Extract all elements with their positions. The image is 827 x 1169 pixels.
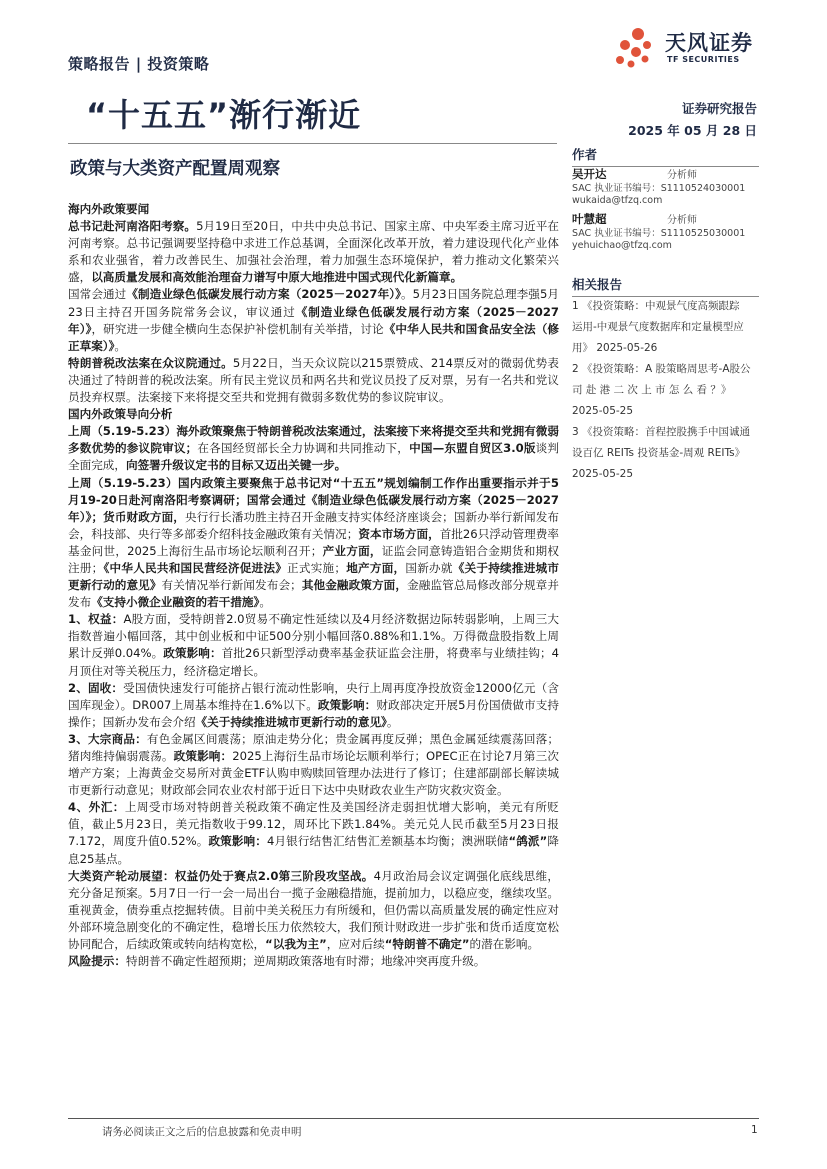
related-report-item[interactable]: 1 《投资策略：中观景气度高频跟踪 运用-中观景气度数据库和定量模型应 用》 2025-05-26	[572, 300, 744, 354]
related-reports-list	[572, 296, 759, 485]
author-card	[572, 213, 759, 253]
related-report-item[interactable]: 3 《投资策略：首程控股携手中国诚通 设百亿 REITs 投资基金-周观 REITs》 2025-05-25	[572, 426, 751, 480]
related-heading: 相关报告	[572, 277, 623, 292]
related-report-item[interactable]: 2 《投资策略：A 股策略周思考-A股公 司 赴 港 二 次 上 市 怎 么 看 ？》 2025-05-25	[572, 363, 751, 417]
paragraph-tax-bill: 特朗普税改法案在众议院通过。5月22日，当天众议院以215票赞成、214票反对的微弱优势表决通过了特朗普的税改法案。所有民主党议员和两名共和党议员投了反对票，另有一名共和党议员投弃权票。法案接下来将提交至共和党拥有微弱多数优势的参议院审议。	[68, 355, 559, 405]
author-role: 分析师	[667, 215, 697, 226]
author-cert: SAC 执业证书编号：S1110525030001	[572, 227, 746, 239]
page-number: 1	[751, 1124, 758, 1136]
title-divider	[68, 143, 557, 144]
page-title: “十五五”渐行渐近	[86, 96, 362, 134]
paragraph-domestic-policy: 上周（5.19-5.23）国内政策主要聚焦于总书记对“十五五”规划编制工作作出重要指示并于5月19-20日赴河南洛阳考察调研；国常会通过《制造业绿色低碳发展行动方案（2025－2027年）》；货币财政方面，央行行长潘功胜主持召开金融支持实体经济座谈会；国新办举行新闻发布会，科技部、央行等多部委介绍科技金融政策有关情况；资本市场方面，首批26只浮动管理费率基金问世，2025上海衍生品市场论坛顺利召开；产业方面，证监会同意铸造铝合金期货和期权注册；《中华人民共和国民营经济促进法》正式实施；地产方面，国新办就《关于持续推进城市更新行动的意见》有关情况举行新闻发布会；其他金融政策方面，金融监管总局修改部分规章并发布《支持小微企业融资的若干措施》。	[68, 475, 559, 610]
paragraph-fixed-income: 2、固收：受国债快速发行可能挤占银行流动性影响，央行上周再度净投放资金12000亿元（含国库现金）。DR007上周基本维持在1.6%以下。政策影响：财政部决定开展5月份国债做市支持操作；国新办发布会介绍《关于持续推进城市更新行动的意见》。	[68, 680, 559, 729]
paragraph-risk-warning: 风险提示：特朗普不确定性超预期；逆周期政策落地有时滞；地缘冲突再度升级。	[68, 954, 486, 969]
author-cert: SAC 执业证书编号：S1110524030001	[572, 182, 746, 194]
tf-securities-logo	[612, 25, 762, 71]
paragraph-equity: 1、权益：A股方面，受特朗普2.0贸易不确定性延续以及4月经济数据边际转弱影响，上周三大指数普遍小幅回落，其中创业板和中证500分别小幅回落0.88%和1.1%。万得微盘股指数上周累计反弹0.04%。政策影响：首批26只新型浮动费率基金获证监会注册，将费率与业绩挂钩；4月顶住对等关税压力，经济稳定增长。	[68, 612, 559, 678]
authors-heading: 作者	[572, 147, 598, 162]
related-heading-block	[572, 275, 759, 297]
page-subtitle: 政策与大类资产配置周观察	[70, 159, 280, 179]
author-card	[572, 168, 759, 208]
report-type: 证券研究报告	[681, 101, 757, 116]
paragraph-commodities: 3、大宗商品：有色金属区间震荡；原油走势分化；贵金属再度反弹；黑色金属延续震荡回落；猪肉维持偏弱震荡。政策影响：2025上海衍生品市场论坛顺利举行；OPEC正在讨论7月第三次增产方案；上海黄金交易所对黄金ETF认购申购赎回管理办法进行了修订；住建部副部长解读城市更新行动意见；财政部会同农业农村部于近日下达中央财政农业生产防灾救灾资金。	[68, 731, 559, 798]
footer-divider	[68, 1118, 759, 1119]
section-heading-policy-analysis: 国内外政策导向分析	[68, 407, 173, 422]
paragraph-asset-rotation: 大类资产轮动展望：权益仍处于赛点2.0第三阶段攻坚战。4月政治局会议定调强化底线思维，充分备足预案。5月7日一行一会一局出台一揽子金融稳措施，提前加力，以稳应变，继续攻坚。重视黄金，债券重点挖掘转债。目前中美关税压力有所缓和，但仍需以高质量发展的确定性应对外部环境急剧变化的不确定性，稳增长压力依然较大，我们预计财政进一步扩张和货币适度宽松协同配合，后续政策或转向结构宽松，“以我为主”，应对后续“特朗普不确定”的潜在影响。	[68, 868, 559, 952]
section-heading-policy-news: 海内外政策要闻	[68, 202, 150, 216]
paragraph-overseas-policy: 上周（5.19-5.23）海外政策聚焦于特朗普税改法案通过，法案接下来将提交至共和党拥有微弱多数优势的参议院审议；在各国经贸部长全力协调和共同推动下，中国—东盟自贸区3.0版谈判全面完成，向签署升级议定书的目标又迈出关键一步。	[68, 424, 559, 473]
footer-disclaimer: 请务必阅读正文之后的信息披露和免责申明	[102, 1126, 302, 1138]
logo-text-cn: 天风证券	[665, 31, 753, 55]
report-date: 2025 年 05 月 28 日	[628, 123, 757, 138]
authors-heading-block	[572, 145, 759, 167]
report-category: 策略报告 | 投资策略	[68, 55, 210, 73]
author-email[interactable]: yehuichao@tfzq.com	[572, 240, 672, 251]
author-role: 分析师	[667, 170, 697, 181]
paragraph-state-council: 国常会通过《制造业绿色低碳发展行动方案（2025－2027年）》。5月23日国务院总理李强5月23日主持召开国务院常务会议，审议通过《制造业绿色低碳发展行动方案（2025－2027年）》，研究进一步健全横向生态保护补偿机制有关举措，讨论《中华人民共和国食品安全法（修正草案）》。	[68, 287, 559, 353]
author-email[interactable]: wukaida@tfzq.com	[572, 195, 663, 206]
paragraph-henan-visit: 总书记赴河南洛阳考察。5月19日至20日，中共中央总书记、国家主席、中央军委主席习近平在河南考察。总书记强调要坚持稳中求进工作总基调，全面深化改革开放，着力建设现代化产业体系和农业强省，着力改善民生、加强社会治理，着力加强生态环境保护，着力推动文化繁荣兴盛，以高质量发展和高效能治理奋力谱写中原大地推进中国式现代化新篇章。	[68, 219, 559, 285]
logo-text-en: TF SECURITIES	[667, 55, 740, 64]
paragraph-fx: 4、外汇：上周受市场对特朗普关税政策不确定性及美国经济走弱担忧增大影响，美元有所贬值，截止5月23日，美元指数收于99.12，周环比下跌1.84%。美元兑人民币截至5月23日报7.172，周度升值0.52%。政策影响：4月银行结售汇结售汇差额基本均衡；澳洲联储“鸽派”降息25基点。	[68, 800, 559, 866]
author-name: 叶慧超	[572, 212, 607, 226]
report-body	[68, 201, 559, 970]
logo-mark-icon	[612, 25, 656, 69]
author-name: 吴开达	[572, 167, 607, 181]
